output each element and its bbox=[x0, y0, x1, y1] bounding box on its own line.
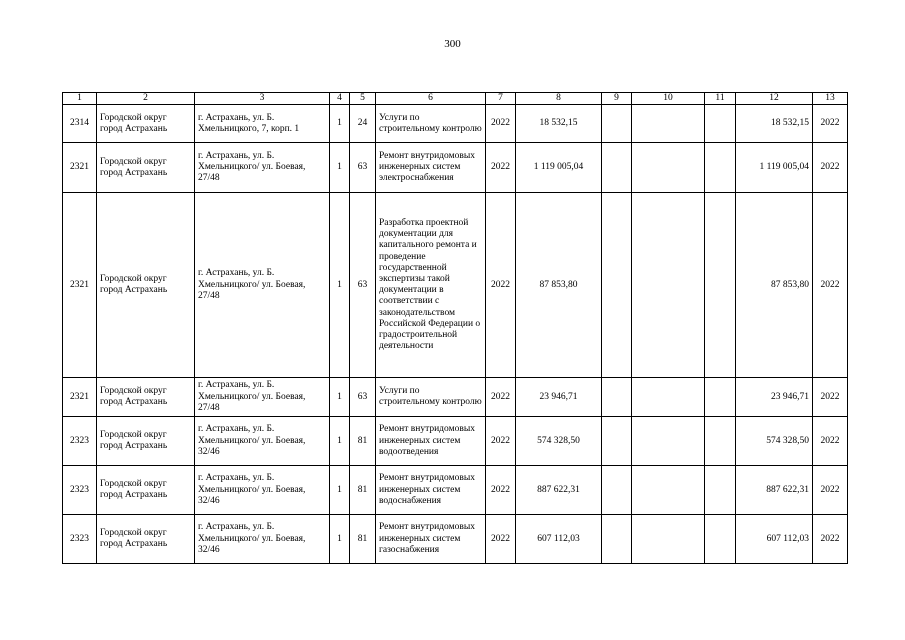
cell-col10 bbox=[632, 193, 705, 378]
header-cell: 2 bbox=[97, 93, 195, 105]
header-cell: 10 bbox=[632, 93, 705, 105]
cell-col11 bbox=[705, 417, 736, 466]
cell-address: г. Астрахань, ул. Б. Хмельницкого/ ул. Боевая, 27/48 bbox=[195, 143, 330, 193]
cell-col13: 2022 bbox=[813, 515, 848, 564]
cell-address: г. Астрахань, ул. Б. Хмельницкого/ ул. Боевая, 27/48 bbox=[195, 193, 330, 378]
cell-cost: 18 532,15 bbox=[516, 105, 602, 143]
cell-col10 bbox=[632, 378, 705, 417]
table-row bbox=[63, 417, 848, 466]
cell-col4: 1 bbox=[330, 105, 350, 143]
cell-address: г. Астрахань, ул. Б. Хмельницкого/ ул. Боевая, 27/48 bbox=[195, 378, 330, 417]
cell-num: 2323 bbox=[63, 515, 97, 564]
table-row bbox=[63, 143, 848, 193]
cell-col4: 1 bbox=[330, 378, 350, 417]
cell-total: 1 119 005,04 bbox=[736, 143, 813, 193]
cell-col10 bbox=[632, 417, 705, 466]
header-cell: 1 bbox=[63, 93, 97, 105]
cell-municipality: Городской округ город Астрахань bbox=[97, 466, 195, 515]
cell-cost: 574 328,50 bbox=[516, 417, 602, 466]
header-cell: 7 bbox=[486, 93, 516, 105]
cell-col13: 2022 bbox=[813, 378, 848, 417]
cell-col10 bbox=[632, 466, 705, 515]
cell-col9 bbox=[602, 417, 632, 466]
header-row bbox=[63, 93, 848, 105]
header-cell: 5 bbox=[350, 93, 376, 105]
cell-municipality: Городской округ город Астрахань bbox=[97, 515, 195, 564]
cell-col9 bbox=[602, 466, 632, 515]
cell-num: 2321 bbox=[63, 143, 97, 193]
page-number: 300 bbox=[444, 38, 461, 50]
table-row bbox=[63, 193, 848, 378]
cell-year: 2022 bbox=[486, 193, 516, 378]
cell-cost: 887 622,31 bbox=[516, 466, 602, 515]
cell-address: г. Астрахань, ул. Б. Хмельницкого/ ул. Боевая, 32/46 bbox=[195, 515, 330, 564]
cell-num: 2323 bbox=[63, 417, 97, 466]
cell-cost: 1 119 005,04 bbox=[516, 143, 602, 193]
cell-municipality: Городской округ город Астрахань bbox=[97, 378, 195, 417]
cell-col9 bbox=[602, 143, 632, 193]
header-cell: 11 bbox=[705, 93, 736, 105]
cell-cost: 87 853,80 bbox=[516, 193, 602, 378]
cell-work-type: Услуги по строительному контролю bbox=[376, 378, 486, 417]
cell-municipality: Городской округ город Астрахань bbox=[97, 417, 195, 466]
cell-year: 2022 bbox=[486, 466, 516, 515]
cell-col5: 81 bbox=[350, 417, 376, 466]
cell-col13: 2022 bbox=[813, 193, 848, 378]
cell-address: г. Астрахань, ул. Б. Хмельницкого, 7, корп. 1 bbox=[195, 105, 330, 143]
cell-col13: 2022 bbox=[813, 143, 848, 193]
cell-total: 18 532,15 bbox=[736, 105, 813, 143]
cell-cost: 23 946,71 bbox=[516, 378, 602, 417]
cell-col11 bbox=[705, 515, 736, 564]
cell-work-type: Ремонт внутридомовых инженерных систем водоснабжения bbox=[376, 466, 486, 515]
cell-total: 87 853,80 bbox=[736, 193, 813, 378]
cell-year: 2022 bbox=[486, 417, 516, 466]
cell-col5: 81 bbox=[350, 515, 376, 564]
cell-col9 bbox=[602, 105, 632, 143]
header-cell: 12 bbox=[736, 93, 813, 105]
header-cell: 4 bbox=[330, 93, 350, 105]
cell-col4: 1 bbox=[330, 193, 350, 378]
cell-total: 887 622,31 bbox=[736, 466, 813, 515]
table-row bbox=[63, 466, 848, 515]
cell-col10 bbox=[632, 105, 705, 143]
cell-num: 2314 bbox=[63, 105, 97, 143]
table-row bbox=[63, 515, 848, 564]
cell-municipality: Городской округ город Астрахань bbox=[97, 105, 195, 143]
cell-work-type: Разработка проектной документации для капитального ремонта и проведение государственной экспертизы такой документации в соответствии с законодательством Российской Федерации о градостроительной деятельности bbox=[376, 193, 486, 378]
cell-year: 2022 bbox=[486, 105, 516, 143]
cell-address: г. Астрахань, ул. Б. Хмельницкого/ ул. Боевая, 32/46 bbox=[195, 466, 330, 515]
cell-work-type: Ремонт внутридомовых инженерных систем водоотведения bbox=[376, 417, 486, 466]
cell-num: 2323 bbox=[63, 466, 97, 515]
cell-total: 607 112,03 bbox=[736, 515, 813, 564]
cell-col11 bbox=[705, 466, 736, 515]
cell-col9 bbox=[602, 193, 632, 378]
cell-year: 2022 bbox=[486, 378, 516, 417]
cell-work-type: Ремонт внутридомовых инженерных систем электроснабжения bbox=[376, 143, 486, 193]
cell-total: 23 946,71 bbox=[736, 378, 813, 417]
cell-municipality: Городской округ город Астрахань bbox=[97, 193, 195, 378]
cell-year: 2022 bbox=[486, 143, 516, 193]
header-cell: 6 bbox=[376, 93, 486, 105]
cell-col9 bbox=[602, 378, 632, 417]
table-row bbox=[63, 378, 848, 417]
header-cell: 3 bbox=[195, 93, 330, 105]
header-cell: 9 bbox=[602, 93, 632, 105]
cell-municipality: Городской округ город Астрахань bbox=[97, 143, 195, 193]
cell-col11 bbox=[705, 143, 736, 193]
cell-col5: 24 bbox=[350, 105, 376, 143]
cell-year: 2022 bbox=[486, 515, 516, 564]
cell-num: 2321 bbox=[63, 378, 97, 417]
header-cell: 13 bbox=[813, 93, 848, 105]
cell-col4: 1 bbox=[330, 515, 350, 564]
table-row bbox=[63, 105, 848, 143]
cell-work-type: Услуги по строительному контролю bbox=[376, 105, 486, 143]
cell-col9 bbox=[602, 515, 632, 564]
cell-col4: 1 bbox=[330, 466, 350, 515]
cell-cost: 607 112,03 bbox=[516, 515, 602, 564]
cell-total: 574 328,50 bbox=[736, 417, 813, 466]
header-cell: 8 bbox=[516, 93, 602, 105]
cell-col13: 2022 bbox=[813, 417, 848, 466]
cell-col5: 63 bbox=[350, 193, 376, 378]
cell-col13: 2022 bbox=[813, 466, 848, 515]
registry-table bbox=[62, 92, 848, 564]
cell-col13: 2022 bbox=[813, 105, 848, 143]
cell-address: г. Астрахань, ул. Б. Хмельницкого/ ул. Боевая, 32/46 bbox=[195, 417, 330, 466]
cell-col11 bbox=[705, 193, 736, 378]
cell-col4: 1 bbox=[330, 417, 350, 466]
cell-col10 bbox=[632, 143, 705, 193]
cell-col5: 81 bbox=[350, 466, 376, 515]
cell-num: 2321 bbox=[63, 193, 97, 378]
cell-col10 bbox=[632, 515, 705, 564]
cell-col5: 63 bbox=[350, 378, 376, 417]
cell-col11 bbox=[705, 105, 736, 143]
cell-col11 bbox=[705, 378, 736, 417]
cell-col4: 1 bbox=[330, 143, 350, 193]
cell-col5: 63 bbox=[350, 143, 376, 193]
cell-work-type: Ремонт внутридомовых инженерных систем газоснабжения bbox=[376, 515, 486, 564]
